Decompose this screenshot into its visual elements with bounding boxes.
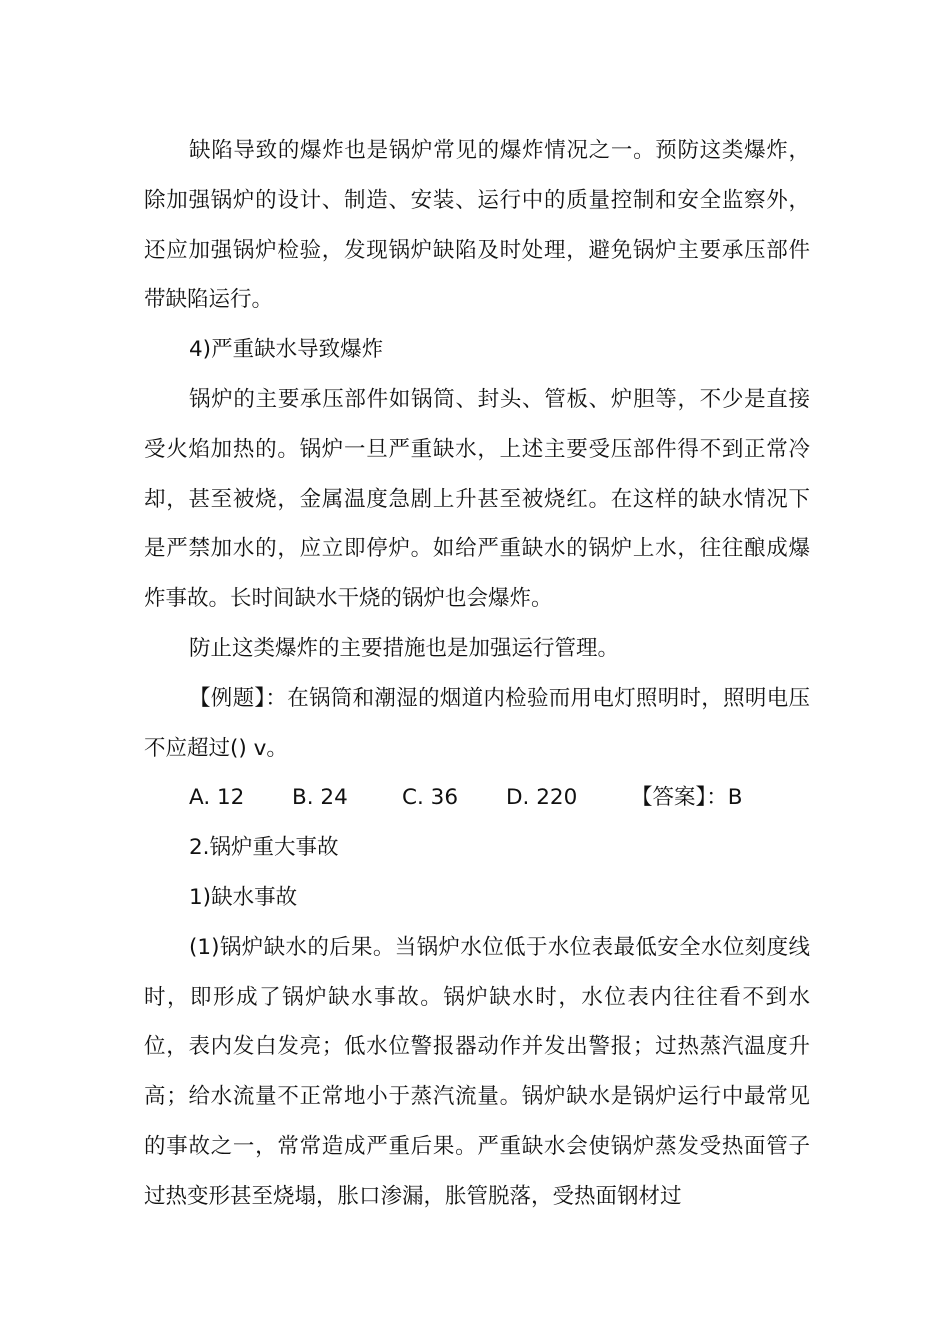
answer-options bbox=[144, 773, 810, 823]
answer-label: 【答案】：B bbox=[631, 785, 743, 811]
heading-water-shortage-explosion: 4)严重缺水导致爆炸 bbox=[189, 337, 384, 363]
paragraph-prevention: 防止这类爆炸的主要措施也是加强运行管理。 bbox=[189, 635, 620, 661]
example-question: 【例题】：在锅筒和潮湿的烟道内检验而用电灯照明时，照明电压不应超过() v。 bbox=[144, 685, 810, 761]
heading-water-shortage-accident: 1)缺水事故 bbox=[189, 884, 298, 910]
body-text bbox=[144, 126, 810, 1222]
option-d: D. 220 bbox=[506, 785, 578, 811]
paragraph-defect-explosion: 缺陷导致的爆炸也是锅炉常见的爆炸情况之一。预防这类爆炸，除加强锅炉的设计、制造、安装、运行中的质量控制和安全监察外，还应加强锅炉检验，发现锅炉缺陷及时处理，避免锅炉主要承压部件带缺陷运行。 bbox=[144, 138, 810, 313]
heading-major-accidents: 2.锅炉重大事故 bbox=[189, 835, 339, 861]
option-b: B. 24 bbox=[292, 785, 348, 811]
paragraph-water-shortage: 锅炉的主要承压部件如锅筒、封头、管板、炉胆等，不少是直接受火焰加热的。锅炉一旦严重缺水，上述主要受压部件得不到正常冷却，甚至被烧，金属温度急剧上升甚至被烧红。在这样的缺水情况下是严禁加水的，应立即停炉。如给严重缺水的锅炉上水，往往酿成爆炸事故。长时间缺水干烧的锅炉也会爆炸。 bbox=[144, 386, 810, 612]
option-a: A. 12 bbox=[189, 785, 245, 811]
paragraph-water-shortage-consequences: (1)锅炉缺水的后果。当锅炉水位低于水位表最低安全水位刻度线时，即形成了锅炉缺水事故。锅炉缺水时，水位表内往往看不到水位，表内发白发亮；低水位警报器动作并发出警报；过热蒸汽温度升高；给水流量不正常地小于蒸汽流量。锅炉缺水是锅炉运行中最常见的事故之一，常常造成严重后果。严重缺水会使锅炉蒸发受热面管子过热变形甚至烧塌，胀口渗漏，胀管脱落，受热面钢材过 bbox=[144, 934, 810, 1209]
option-c: C. 36 bbox=[402, 785, 459, 811]
